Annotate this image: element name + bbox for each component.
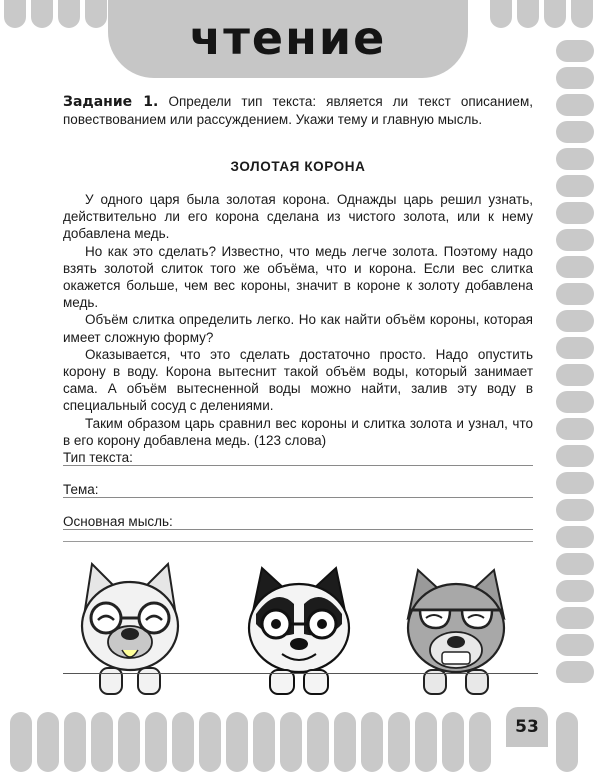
story-text (63, 191, 533, 449)
bulldog-round-glasses-illustration (70, 556, 190, 696)
decor-pill (253, 712, 275, 772)
answer-rule (63, 529, 533, 530)
decor-pill (556, 634, 594, 656)
decor-pill (556, 94, 594, 116)
bulldog-black-white-illustration (236, 564, 362, 696)
decor-pill (307, 712, 329, 772)
decor-pill (556, 607, 594, 629)
decor-pill (37, 712, 59, 772)
decor-pill (556, 40, 594, 62)
main-idea-answer[interactable] (63, 514, 533, 532)
fence-line (63, 673, 538, 674)
decor-pill (226, 712, 248, 772)
topic-answer[interactable] (63, 482, 533, 500)
decor-pill (556, 580, 594, 602)
decor-pill (544, 0, 566, 28)
decor-pill (556, 364, 594, 386)
decor-pill (4, 0, 26, 28)
decor-pill (556, 148, 594, 170)
task-instruction (63, 93, 533, 128)
decor-pill (556, 526, 594, 548)
decor-pill (556, 202, 594, 224)
decor-pill (556, 229, 594, 251)
task-label: Задание 1. (63, 94, 159, 110)
story-paragraph: Оказывается, что это сделать достаточно просто. Надо опустить корону в воду. Корона вытеснит такой объём воды, который занимает сама. А объём вытесненной воды можно найти, залив эту воду в специальный сосуд с делениями. (63, 346, 533, 414)
story-paragraph: Но как это сделать? Известно, что медь легче золота. Поэтому надо взять золотой слиток того же объёма, что и корона. Если вес слитка окажется больше, чем вес короны, значит в короне к золоту добавлена медь. (63, 243, 533, 311)
decor-pill (58, 0, 80, 28)
decor-pill (556, 418, 594, 440)
decor-pill (556, 337, 594, 359)
decor-pill (145, 712, 167, 772)
task-text: Определи тип текста: является ли текст описанием, повествованием или рассуждением. Укажи тему и главную мысль. (63, 94, 533, 127)
story-paragraph: У одного царя была золотая корона. Однажды царь решил узнать, действительно ли его корона сделана из чистого золота, или к нему добавлена медь. (63, 192, 533, 242)
decor-pill (469, 712, 491, 772)
decor-pill (556, 499, 594, 521)
story-paragraph: Таким образом царь сравнил вес короны и слитка золота и узнал, что в его корону добавлена медь. (123 слова) (63, 415, 533, 448)
page-title: чтение (189, 11, 387, 65)
decor-pill (517, 0, 539, 28)
decor-pill (280, 712, 302, 772)
decor-pill (490, 0, 512, 28)
decor-pill (556, 472, 594, 494)
decor-pill (118, 712, 140, 772)
story-title: ЗОЛОТАЯ КОРОНА (230, 159, 366, 174)
decor-pill (571, 0, 593, 28)
decor-pill (556, 391, 594, 413)
answer-rule (63, 465, 533, 466)
decor-pill (556, 121, 594, 143)
story-paragraph: Объём слитка определить легко. Но как найти объём короны, которая имеет сложную форму? (63, 312, 533, 345)
decor-pill (556, 712, 578, 772)
text-type-answer[interactable] (63, 450, 533, 468)
decor-pill (388, 712, 410, 772)
decor-pill (556, 445, 594, 467)
decor-pill (334, 712, 356, 772)
decor-pill (556, 175, 594, 197)
decor-pill (442, 712, 464, 772)
decor-pill (91, 712, 113, 772)
decor-pill (556, 310, 594, 332)
main-idea-label: Основная мысль: (63, 514, 177, 529)
page-number: 53 (506, 707, 548, 747)
decor-pill (85, 0, 107, 28)
decor-pill (361, 712, 383, 772)
bulldog-aviator-glasses-illustration (396, 566, 516, 696)
text-type-label: Тип текста: (63, 450, 137, 465)
decor-pill (556, 661, 594, 683)
topic-label: Тема: (63, 482, 103, 497)
decor-pill (10, 712, 32, 772)
decor-pill (556, 283, 594, 305)
decor-pill (415, 712, 437, 772)
decor-pill (556, 553, 594, 575)
decor-pill (172, 712, 194, 772)
decor-pill (556, 67, 594, 89)
decor-pill (64, 712, 86, 772)
decor-pill (199, 712, 221, 772)
answer-rule (63, 497, 533, 498)
decor-pill (31, 0, 53, 28)
decor-pill (556, 256, 594, 278)
section-divider (63, 541, 533, 542)
